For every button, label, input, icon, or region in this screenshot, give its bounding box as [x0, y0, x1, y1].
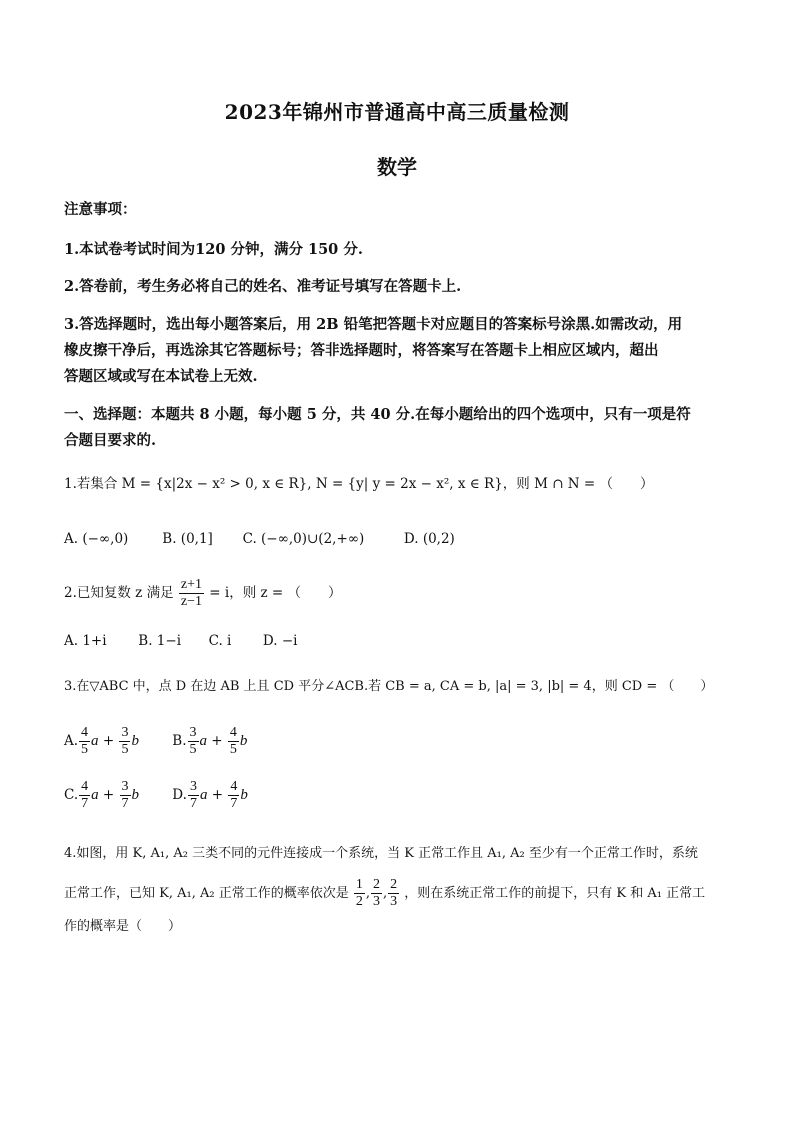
question-1-options — [64, 528, 734, 550]
q1-option-a: A. (−∞,0) — [64, 531, 129, 547]
question-4-line-1: 4.如图，用 K, A₁, A₂ 三类不同的元件连接成一个系统，当 K 正常工作且 A₁, A₂ 至少有一个正常工作时，系统 — [64, 846, 698, 861]
note-item-3-line-2: 橡皮擦干净后，再选涂其它答题标号；答非选择题时，将答案写在答题卡上相应区域内，超出 — [64, 342, 659, 359]
q4-frac-1: $\frac{1}{2}$ — [355, 877, 363, 909]
q2-suffix: = i，则 z = （ ） — [209, 585, 342, 601]
q3-option-c: C. $\frac{4}{7}$ a + $\frac{3}{7}$ b — [64, 779, 140, 811]
q3b-frac-2: $\frac{4}{5}$ — [229, 725, 237, 757]
q2-fraction — [179, 577, 204, 610]
q3b-frac-1: $\frac{3}{5}$ — [189, 725, 197, 757]
page-title: 2023年锦州市普通高中高三质量检测 — [224, 100, 570, 124]
q2-option-c: C. i — [208, 633, 232, 649]
q4-frac-2: $\frac{2}{3}$ — [373, 877, 380, 909]
q3-option-d: D. $\frac{3}{7}$ a + $\frac{4}{7}$ b — [172, 779, 248, 811]
q3a-frac-2: $\frac{3}{5}$ — [121, 725, 129, 757]
q2-option-d: D. −i — [262, 633, 298, 649]
question-2-stem — [64, 574, 734, 612]
q2-option-b: B. 1−i — [138, 633, 182, 649]
q3a-frac-1: $\frac{4}{5}$ — [81, 725, 89, 757]
q1-option-d: D. (0,2) — [403, 531, 455, 547]
note-item-3-line-1: 3.答选择题时，选出每小题答案后，用 2B 铅笔把答题卡对应题目的答案标号涂黑.如需改动，用 — [64, 316, 683, 333]
notes-heading: 注意事项： — [64, 201, 137, 218]
q2-fraction-denominator: z−1 — [180, 594, 202, 609]
question-2-options — [64, 630, 734, 652]
q4-line-2-suffix: ，则在系统正常工作的前提下，只有 K 和 A₁ 正常工 — [404, 886, 706, 901]
q3c-frac-2: $\frac{3}{7}$ — [121, 779, 129, 811]
section-heading-line-2: 合题目要求的. — [64, 432, 157, 449]
q3d-frac-1: $\frac{3}{7}$ — [189, 779, 197, 811]
q1-option-b: B. (0,1] — [162, 531, 213, 547]
q2-prefix: 2.已知复数 z 满足 — [64, 585, 174, 601]
q2-option-a: A. 1+i — [64, 633, 107, 649]
question-3-options-row-2 — [64, 776, 734, 814]
q3-option-a: A. $\frac{4}{5}$ a + $\frac{3}{5}$ b — [64, 725, 139, 757]
question-3-options-row-1 — [64, 722, 734, 760]
q3-option-c-label: C. — [64, 787, 79, 803]
note-item-1: 1.本试卷考试时间为120 分钟，满分 150 分. — [64, 241, 363, 258]
note-item-3-line-3: 答题区域或写在本试卷上无效. — [64, 368, 258, 385]
q3-option-b: B. $\frac{3}{5}$ a + $\frac{4}{5}$ b — [172, 725, 248, 757]
section-heading-line-1: 一、选择题：本题共 8 小题，每小题 5 分，共 40 分.在每小题给出的四个选项中，只有一项是符 — [64, 406, 691, 423]
q4-frac-3: $\frac{2}{3}$ — [390, 877, 398, 909]
question-4-line-2: 正常工作，已知 K, A₁, A₂ 正常工作的概率依次是 $\frac{1}{2}$ , $\frac{2}{3}$ , $\frac{2}{3}$ ，则在系统正常工作的前提下，只有 K 和 A₁ 正常工 — [64, 877, 706, 909]
q3-option-d-label: D. — [172, 787, 187, 803]
q3c-frac-1: $\frac{4}{7}$ — [81, 779, 89, 811]
subject-title: 数学 — [377, 155, 417, 179]
q3-option-a-label: A. — [64, 733, 79, 749]
q3-option-b-label: B. — [172, 733, 187, 749]
q1-option-c: C. (−∞,0)∪(2,+∞) — [242, 531, 365, 547]
q3d-frac-2: $\frac{4}{7}$ — [230, 779, 238, 811]
question-4-line-3: 作的概率是（ ） — [64, 919, 182, 934]
q4-line-2-prefix: 正常工作，已知 K, A₁, A₂ 正常工作的概率依次是 — [64, 886, 349, 901]
note-item-2: 2.答卷前，考生务必将自己的姓名、准考证号填写在答题卡上. — [64, 278, 462, 295]
question-1-stem: 1.若集合 M = {x|2x − x² > 0, x ∈ R}, N = {y| y = 2x − x², x ∈ R}，则 M ∩ N = （ ） — [64, 476, 654, 492]
question-3-stem: 3.在▽ABC 中，点 D 在边 AB 上且 CD 平分∠ACB.若 CB = a, CA = b, |a| = 3, |b| = 4，则 CD = （ ） — [64, 679, 714, 694]
q2-fraction-numerator: z+1 — [180, 577, 202, 592]
